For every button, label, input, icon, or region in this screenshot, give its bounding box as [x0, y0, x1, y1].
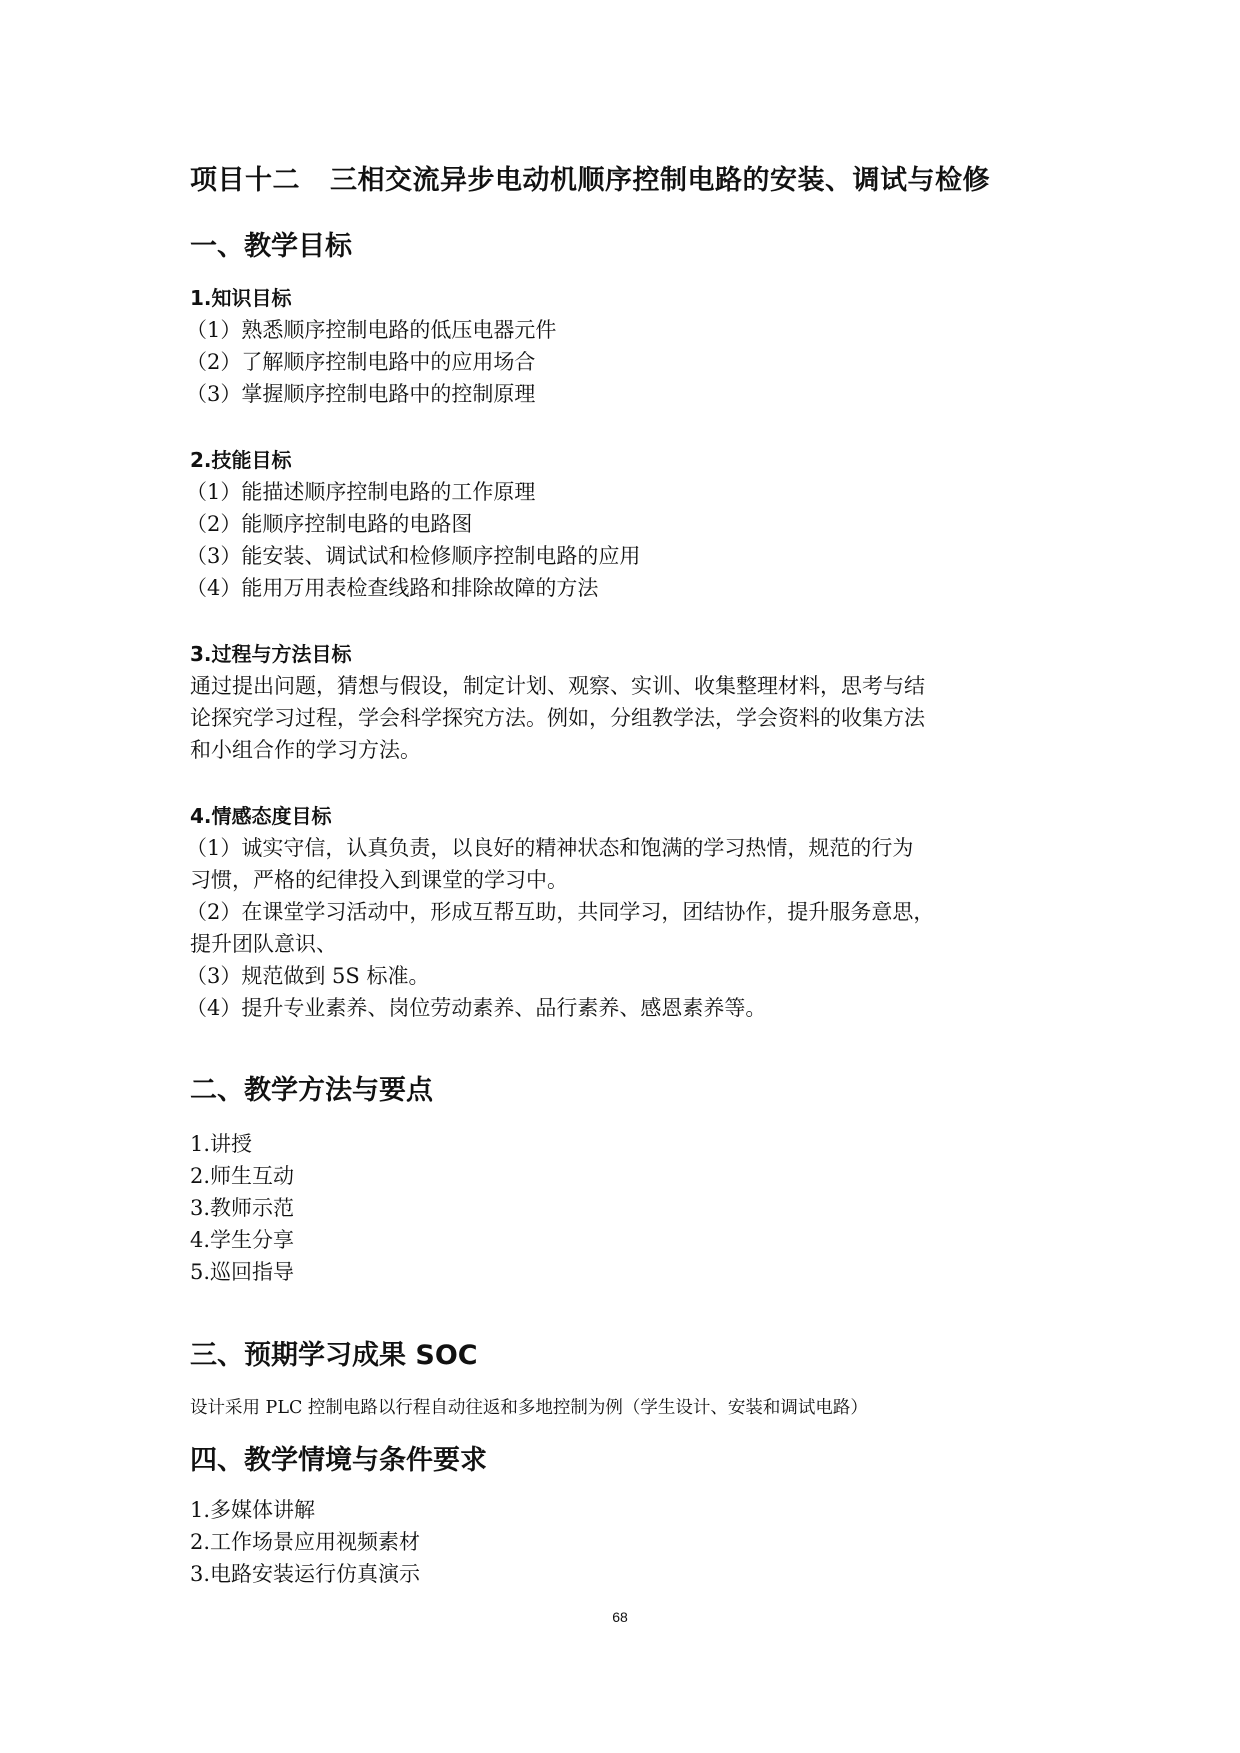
page-title: [190, 163, 990, 199]
knowledge-item: （2）了解顺序控制电路中的应用场合: [186, 350, 536, 374]
attitude-text-line: （4）提升专业素养、岗位劳动素养、品行素养、感恩素养等。: [186, 996, 767, 1020]
subheading-skill-goals: 2.技能目标: [190, 448, 292, 472]
subheading-knowledge-goals: 1.知识目标: [190, 286, 292, 310]
knowledge-item: （3）掌握顺序控制电路中的控制原理: [186, 382, 536, 406]
project-name: 三相交流异步电动机顺序控制电路的安装、调试与检修: [330, 165, 990, 196]
skill-item: （2）能顺序控制电路的电路图: [186, 512, 473, 536]
context-item: 2.工作场景应用视频素材: [190, 1530, 421, 1554]
process-text-line: 通过提出问题，猜想与假设，制定计划、观察、实训、收集整理材料，思考与结: [190, 674, 925, 698]
attitude-text-line: 提升团队意识、: [190, 932, 337, 956]
section-heading-methods: 二、教学方法与要点: [190, 1075, 433, 1106]
section-heading-teaching-goals: 一、教学目标: [190, 231, 352, 262]
method-item: 3.教师示范: [190, 1196, 295, 1220]
knowledge-item: （1）熟悉顺序控制电路的低压电器元件: [186, 318, 557, 342]
project-number: 项目十二: [190, 165, 300, 196]
method-item: 2.师生互动: [190, 1164, 295, 1188]
expected-outcome-text: 设计采用 PLC 控制电路以行程自动往返和多地控制为例（学生设计、安装和调试电路）: [190, 1398, 868, 1418]
subheading-process-goals: 3.过程与方法目标: [190, 642, 352, 666]
method-item: 1.讲授: [190, 1132, 253, 1156]
method-item: 4.学生分享: [190, 1228, 295, 1252]
method-item: 5.巡回指导: [190, 1260, 295, 1284]
context-item: 3.电路安装运行仿真演示: [190, 1562, 421, 1586]
process-text-line: 论探究学习过程，学会科学探究方法。例如，分组教学法，学会资料的收集方法: [190, 706, 925, 730]
attitude-text-line: （1）诚实守信，认真负责，以良好的精神状态和饱满的学习热情，规范的行为: [186, 836, 914, 860]
process-text-line: 和小组合作的学习方法。: [190, 738, 421, 762]
section-heading-expected-outcomes: 三、预期学习成果 SOC: [190, 1340, 478, 1371]
skill-item: （4）能用万用表检查线路和排除故障的方法: [186, 576, 599, 600]
skill-item: （1）能描述顺序控制电路的工作原理: [186, 480, 536, 504]
skill-item: （3）能安装、调试试和检修顺序控制电路的应用: [186, 544, 641, 568]
context-item: 1.多媒体讲解: [190, 1498, 316, 1522]
section-heading-context-requirements: 四、教学情境与条件要求: [190, 1445, 487, 1476]
page-number: 68: [612, 1609, 628, 1625]
attitude-text-line: （3）规范做到 5S 标准。: [186, 964, 430, 988]
attitude-text-line: （2）在课堂学习活动中，形成互帮互助，共同学习，团结协作，提升服务意思，: [186, 900, 935, 924]
subheading-attitude-goals: 4.情感态度目标: [190, 804, 332, 828]
attitude-text-line: 习惯，严格的纪律投入到课堂的学习中。: [190, 868, 568, 892]
